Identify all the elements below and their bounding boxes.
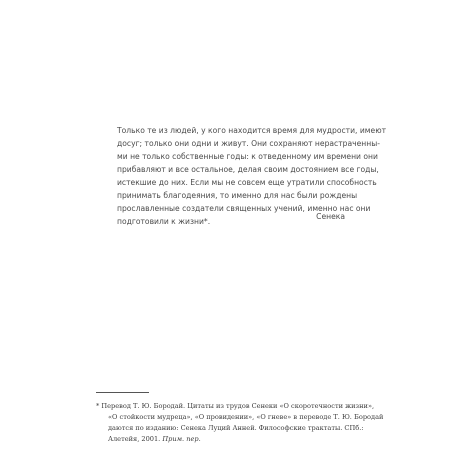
footnote-line-text: Алетейя, 2001. bbox=[108, 434, 163, 443]
epigraph-line: досуг; только они одни и живут. Они сохраняют нерастраченны- bbox=[117, 139, 380, 149]
footnote-line: «О стойкости мудреца», «О провидении», «О гневе» в переводе Т. Ю. Бородай bbox=[108, 412, 384, 421]
epigraph-quote bbox=[117, 124, 387, 228]
footnote-line: даются по изданию: Сенека Луций Анней. Философские трактаты. СПб.: bbox=[108, 423, 364, 432]
epigraph-line: истекшие до них. Если мы не совсем еще утратили способность bbox=[117, 178, 377, 188]
epigraph-line: Только те из людей, у кого находится время для мудрости, имеют bbox=[117, 126, 387, 135]
footnote-line bbox=[96, 434, 344, 445]
footnote bbox=[96, 401, 384, 445]
footnote-line: * Перевод Т. Ю. Бородай. Цитаты из трудов Сенеки «О скоротечности жизни», bbox=[96, 402, 375, 410]
epigraph-line: ми не только собственные годы: к отведенному им времени они bbox=[117, 152, 378, 162]
translator-note: Прим. пер. bbox=[162, 434, 201, 443]
epigraph-line: прибавляют и все остальное, делая своим достоянием все годы, bbox=[117, 165, 379, 175]
epigraph-line: прославленные создатели священных учений, именно нас они bbox=[117, 204, 371, 214]
epigraph-line: подготовили к жизни*. bbox=[117, 217, 211, 227]
epigraph-line: принимать благодеяния, то именно для нас были рождены bbox=[117, 191, 358, 201]
epigraph-author: Сенека bbox=[316, 212, 345, 221]
footnote-divider bbox=[96, 392, 149, 393]
